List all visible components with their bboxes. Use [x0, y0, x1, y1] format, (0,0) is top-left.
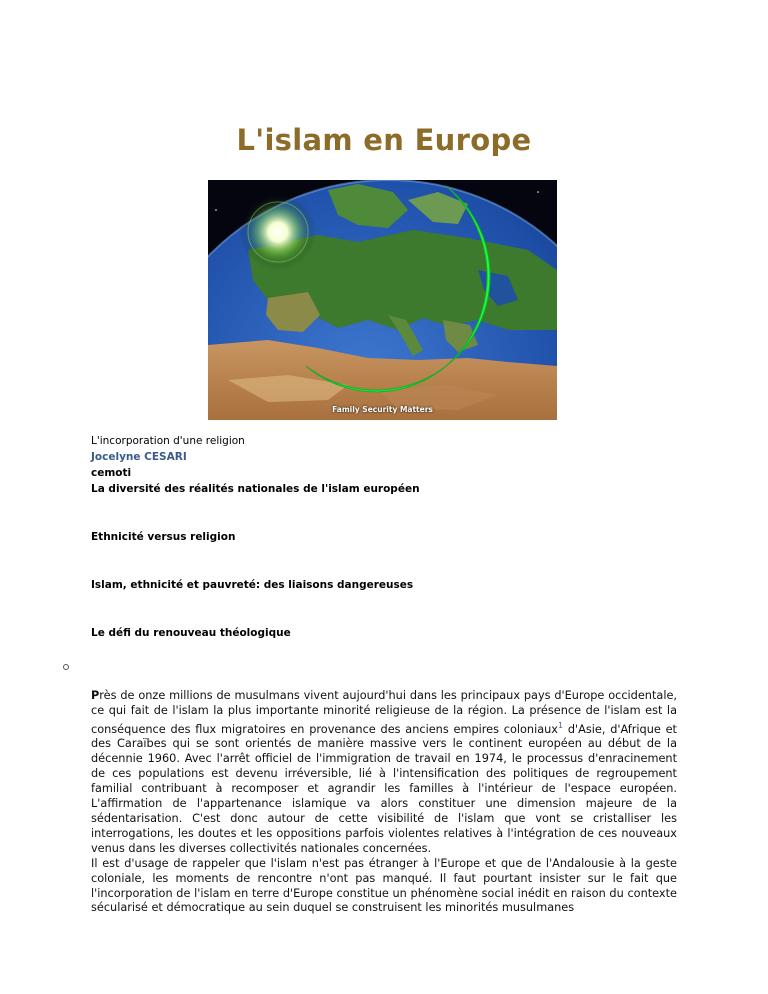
- section-heading-3: Islam, ethnicité et pauvreté: des liaisons dangereuses: [91, 579, 414, 591]
- image-watermark: Family Security Matters: [332, 405, 433, 414]
- section-heading-1: La diversité des réalités nationales de l'islam européen: [91, 483, 420, 495]
- source-name: cemoti: [91, 467, 132, 479]
- article-body: [91, 689, 677, 916]
- section-heading-2: Ethnicité versus religion: [91, 531, 236, 543]
- paragraph-2: Il est d'usage de rappeler que l'islam n'est pas étranger à l'Europe et que de l'Andalousie à la geste coloniale, les moments de rencontre n'ont pas manqué. Il faut pourtant insister sur le fait que l'incorporation de l'islam en terre d'Europe constitue un phénomène social inédit en raison du contexte sécularisé et démocratique au sein duquel se construisent les minorités musulmanes: [91, 856, 677, 915]
- drop-cap: P: [91, 689, 100, 702]
- paragraph-1-part-a: rès de onze millions de musulmans vivent aujourd'hui dans les principaux pays d'Europe occidentale, ce qui fait de l'islam la plus importante minorité religieuse de la région. La présence de l'islam est la conséquence des flux migratoires en provenance des anciens empires coloniaux: [91, 689, 677, 736]
- paragraph-1: [91, 689, 677, 857]
- section-heading-4: Le défi du renouveau théologique: [91, 627, 291, 639]
- author-link[interactable]: Jocelyne CESARI: [91, 451, 187, 463]
- page-title: L'islam en Europe: [236, 123, 532, 157]
- paragraph-1-part-b: d'Asie, d'Afrique et des Caraïbes qui se sont orientés de manière massive vers le continent européen au début de la décennie 1960. Avec l'arrêt officiel de l'immigration de travail en 1974, le processus d'enracinement de ces populations est devenu irréversible, lié à l'intensification des politiques de regroupement familial contribuant à recomposer et agrandir les familles à l'intérieur de l'espace européen. L'affirmation de l'appartenance islamique va alors constituer une dimension majeure de la sédentarisation. C'est donc autour de cette visibilité de l'islam que vont se cristalliser les interrogations, les doutes et les oppositions parfois violentes relatives à l'intégration de ces nouveaux venus dans les diverses collectivités nationales concernées.: [91, 722, 677, 855]
- footnote-link[interactable]: 1: [558, 720, 564, 730]
- subtitle: L'incorporation d'une religion: [91, 435, 245, 447]
- earth-crescent-graphic: [208, 180, 557, 420]
- list-bullet: [63, 664, 69, 670]
- earth-crescent-image: [208, 180, 557, 420]
